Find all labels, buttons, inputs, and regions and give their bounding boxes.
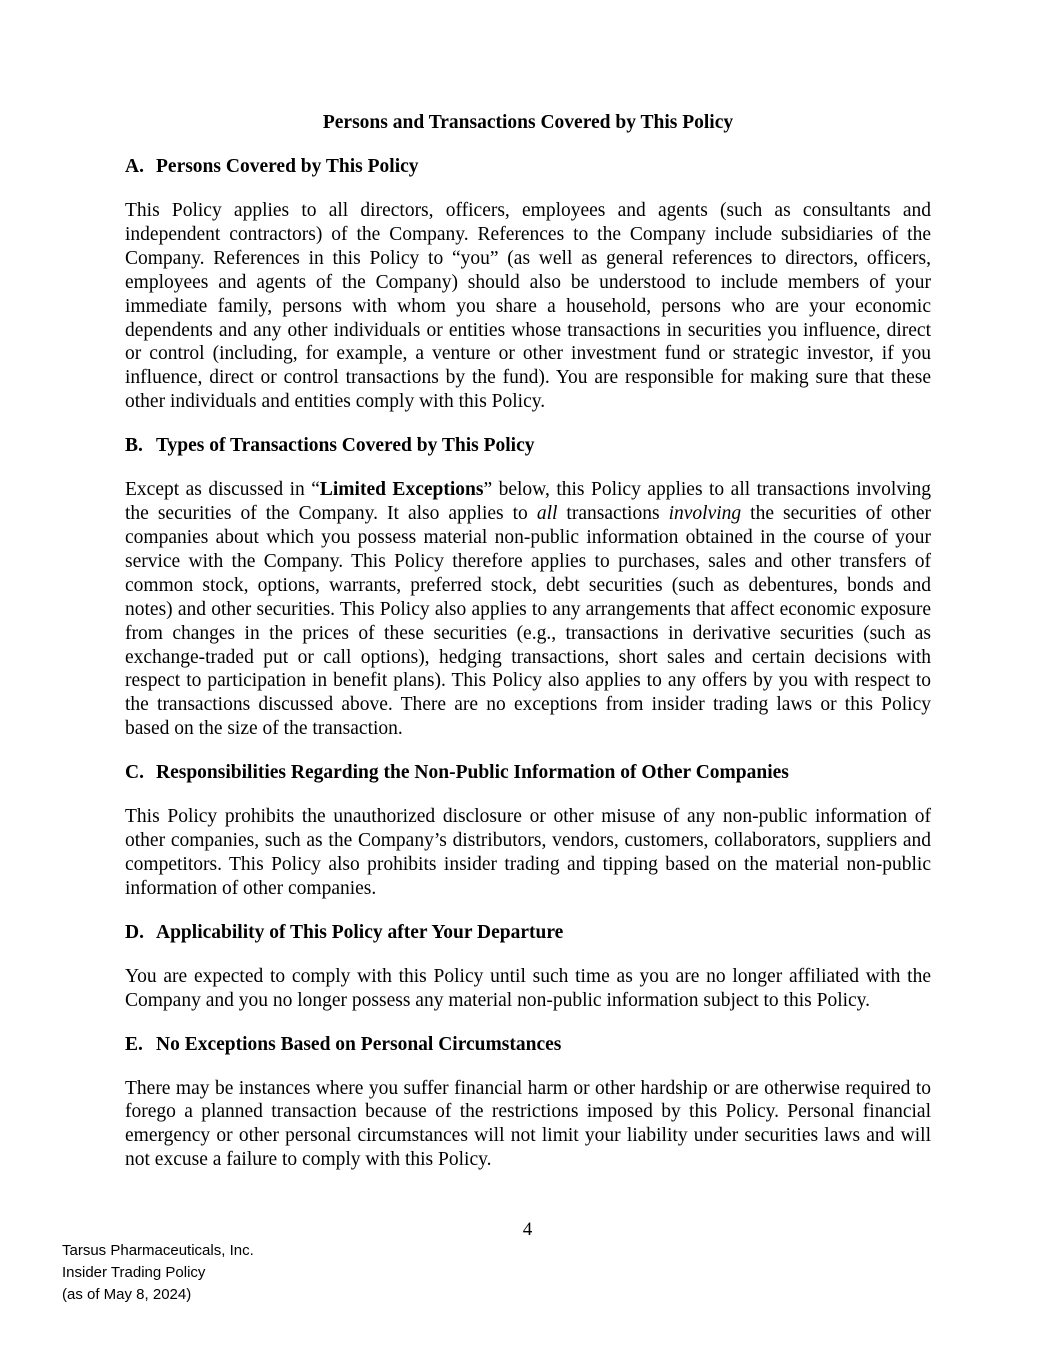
- section-paragraph-c: This Policy prohibits the unauthorized disclosure or other misuse of any non-public information of other companies, such as the Company’s distributors, vendors, customers, collaborators, suppliers and competitors. This Policy also prohibits insider trading and tipping based on the material non-public information of other companies.: [125, 806, 931, 899]
- page-number: 4: [522, 1219, 533, 1240]
- footer-document-name: Insider Trading Policy: [62, 1264, 206, 1281]
- section-paragraph-a: This Policy applies to all directors, officers, employees and agents (such as consultants and independent contractors) of the Company. References to the Company include subsidiaries of the Company. References in this Policy to “you” (as well as general references to directors, officers, employees and agents of the Company) should also be understood to include members of your immediate family, persons with whom you share a household, persons who are your economic dependents and any other individuals or entities whose transactions in securities you influence, direct or control (including, for example, a venture or other investment fund or strategic investor, if you influence, direct or control transactions by the fund). You are responsible for making sure that these other individuals and entities comply with this Policy.: [125, 200, 931, 413]
- footer-company: Tarsus Pharmaceuticals, Inc.: [62, 1242, 254, 1259]
- paragraph-text: ” below, this Policy applies to all transactions involving the securities of the Company. It also applies to: [125, 479, 932, 525]
- section-heading-text: Types of Transactions Covered by This Policy: [156, 435, 535, 457]
- footer-date: (as of May 8, 2024): [62, 1286, 192, 1303]
- section-heading-b: [125, 434, 931, 458]
- document-footer: [62, 1240, 254, 1306]
- section-paragraph-e: There may be instances where you suffer financial harm or other hardship or are otherwise required to forego a planned transaction because of the restrictions imposed by this Policy. Personal financial emergency or other personal circumstances will not limit your liability under securities laws and will not excuse a failure to comply with this Policy.: [125, 1077, 931, 1171]
- section-letter: E.: [125, 1033, 143, 1055]
- section-paragraph-b: [125, 478, 931, 741]
- section-heading-d: [125, 921, 931, 945]
- page-content: [125, 111, 931, 1192]
- section-heading-text: Responsibilities Regarding the Non-Public Information of Other Companies: [156, 762, 789, 784]
- section-heading-text: Applicability of This Policy after Your Departure: [156, 921, 564, 943]
- emphasis-involving: involving: [668, 503, 742, 525]
- section-heading-text: No Exceptions Based on Personal Circumstances: [156, 1033, 562, 1055]
- emphasis-all: all: [536, 503, 558, 525]
- section-letter: B.: [125, 435, 143, 457]
- paragraph-text: the securities of other companies about which you possess material non-public information obtained in the course of your service with the Company. This Policy therefore applies to purchases, sales and other transfers of common stock, options, warrants, preferred stock, debt securities (such as debentures, bonds and notes) and other securities. This Policy also applies to any arrangements that affect economic exposure from changes in the prices of these securities (e.g., transactions in derivative securities (such as exchange-traded put or call options), hedging transactions, short sales and certain decisions with respect to participation in benefit plans). This Policy also applies to any offers by you with respect to the transactions discussed above. There are no exceptions from insider trading laws or this Policy based on the size of the transaction.: [125, 503, 931, 740]
- section-heading-a: [125, 155, 931, 179]
- section-heading-e: [125, 1033, 931, 1057]
- section-paragraph-d: You are expected to comply with this Policy until such time as you are no longer affiliated with the Company and you no longer possess any material non-public information subject to this Policy.: [125, 965, 931, 1011]
- page-title: Persons and Transactions Covered by This Policy: [322, 112, 734, 133]
- paragraph-text: Except as discussed in “: [125, 479, 320, 501]
- section-heading-text: Persons Covered by This Policy: [156, 156, 419, 177]
- section-letter: C.: [125, 762, 144, 784]
- section-letter: A.: [125, 156, 144, 177]
- section-letter: D.: [125, 921, 144, 943]
- limited-exceptions-reference: Limited Exceptions: [319, 479, 484, 501]
- paragraph-text: transactions: [557, 503, 669, 525]
- section-heading-c: [125, 761, 931, 785]
